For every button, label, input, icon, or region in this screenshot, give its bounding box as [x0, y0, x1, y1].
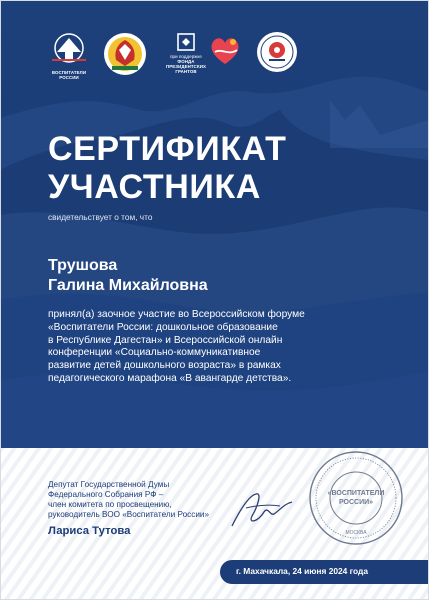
participant-given-names: Галина Михайловна: [48, 277, 208, 294]
signatory-name: Лариса Тутова: [48, 525, 131, 537]
title-line-1: СЕРТИФИКАТ: [48, 130, 287, 168]
coat-of-arms-icon: [103, 30, 147, 78]
dagestan-emblem-logo: [103, 30, 147, 78]
logo3-line3: ПРЕЗИДЕНТСКИХ: [165, 64, 207, 69]
body-line: педагогического марафона «В авангарде детства».: [48, 372, 292, 384]
stamp-city: МОСКВА: [345, 530, 367, 536]
place-and-date: г. Махачкала, 24 июня 2024 года: [236, 566, 369, 576]
partner-logos-row: [0, 30, 429, 90]
participant-surname: Трушова: [48, 257, 118, 274]
certificate-body: [48, 309, 358, 386]
logo1-label: ВОСПИТАТЕЛИ РОССИИ: [51, 70, 87, 80]
logo3-line2: ФОНДА: [177, 59, 195, 64]
body-line: развитие детей дошкольного возраста» в рамках: [48, 360, 281, 372]
stamp-center-line1: «ВОСПИТАТЕЛИ: [327, 490, 385, 497]
title-line-2: УЧАСТНИКА: [48, 168, 261, 206]
position-line: член комитета по просвещению,: [48, 500, 172, 509]
logo3-line1: при поддержке: [170, 54, 202, 59]
body-line: принял(а) заочное участие во Всероссийском форуме: [48, 309, 305, 320]
certificate-title: [48, 130, 287, 206]
emblem-icon: [44, 30, 94, 70]
heart-logo: [205, 30, 245, 70]
signatory-position: [48, 480, 238, 520]
heart-icon: [205, 30, 245, 70]
round-emblem-logo: [255, 30, 299, 74]
logo3-line4: ГРАНТОВ: [175, 69, 197, 74]
vospitateli-rossii-logo: [44, 30, 94, 90]
body-line: «Воспитатели России: дошкольное образование: [48, 321, 278, 333]
position-line: Депутат Государственной Думы: [48, 480, 170, 489]
position-line: Федерального Собрания РФ –: [48, 490, 164, 499]
handwritten-signature: [228, 486, 298, 534]
body-line: в Республике Дагестан» и Всероссийской онлайн: [48, 334, 283, 346]
official-stamp: [306, 448, 406, 548]
position-line: руководитель ВОО «Воспитатели России»: [48, 510, 210, 519]
participant-name: [48, 256, 208, 296]
body-line: конференции «Социально-коммуникативное: [48, 347, 261, 359]
round-emblem-icon: [255, 30, 299, 74]
certificate-subtitle: свидетельствует о том, что: [48, 212, 153, 222]
stamp-center-line2: РОССИИ»: [338, 499, 374, 506]
